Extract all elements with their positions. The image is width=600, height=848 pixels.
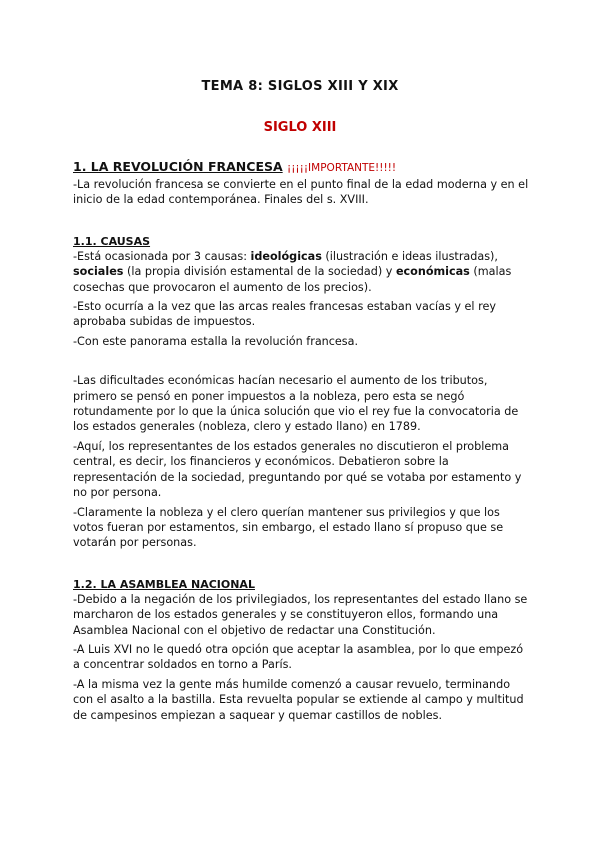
important-note: ¡¡¡¡¡IMPORTANTE!!!!! xyxy=(287,162,397,174)
paragraph: -Aquí, los representantes de los estados generales no discutieron el problema central, es decir, los financieros y económicos. Debatieron sobre la representación de la sociedad, preguntando por qué se votaba por estamento y no por persona. xyxy=(73,439,522,500)
paragraph: -Con este panorama estalla la revolución francesa. xyxy=(73,334,359,348)
paragraph: -A la misma vez la gente más humilde comenzó a causar revuelo, terminando con el asalto a la bastilla. Esta revuelta popular se extiende al campo y multitud de campesinos empiezan a saquear y quemar castillos de nobles. xyxy=(73,677,524,722)
paragraph: -Claramente la nobleza y el clero querían mantener sus privilegios y que los votos fueran por estamentos, sin embargo, el estado llano sí propuso que se votarán por personas. xyxy=(73,505,504,550)
section-heading-revolucion xyxy=(73,158,533,177)
text-span: -Está ocasionada por 3 causas: xyxy=(73,249,251,263)
bold-term: ideológicas xyxy=(250,249,322,263)
text-span: (la propia división estamental de la sociedad) y xyxy=(123,265,396,279)
paragraph: -A Luis XVI no le quedó otra opción que aceptar la asamblea, por lo que empezó a concentrar soldados en torno a París. xyxy=(73,642,524,672)
paragraph: -Debido a la negación de los privilegiados, los representantes del estado llano se marcharon de los estados generales y se constituyeron ellos, formando una Asamblea Nacional con el objetivo de redactar una Constitución. xyxy=(73,592,528,637)
paragraph: -Las dificultades económicas hacían necesario el aumento de los tributos, primero se pensó en poner impuestos a la nobleza, pero esta se negó rotundamente por lo que la única solución que vio el rey fue la convocatoria de los estados generales (nobleza, clero y estado llano) en 1789. xyxy=(73,374,519,434)
document-body xyxy=(73,158,533,727)
text-span: (malas cosechas que provocaron el aumento de los precios). xyxy=(73,265,512,294)
section-heading-text: 1. LA REVOLUCIÓN FRANCESA xyxy=(73,159,283,174)
page-title: TEMA 8: SIGLOS XIII Y XIX xyxy=(201,79,399,94)
text-span: (ilustración e ideas ilustradas), xyxy=(321,249,498,263)
bold-term: económicas xyxy=(395,265,470,279)
page-subtitle: SIGLO XIII xyxy=(263,120,337,135)
subsection-heading-asamblea: 1.2. LA ASAMBLEA NACIONAL xyxy=(73,577,255,591)
paragraph: -La revolución francesa se convierte en el punto final de la edad moderna y en el inicio de la edad contemporánea. Finales del s. XVIII. xyxy=(73,178,529,207)
paragraph-causas xyxy=(73,249,533,295)
bold-term: sociales xyxy=(73,265,124,279)
subsection-heading-causas: 1.1. CAUSAS xyxy=(73,234,151,248)
paragraph: -Esto ocurría a la vez que las arcas reales francesas estaban vacías y el rey aprobaba subidas de impuestos. xyxy=(73,300,496,329)
